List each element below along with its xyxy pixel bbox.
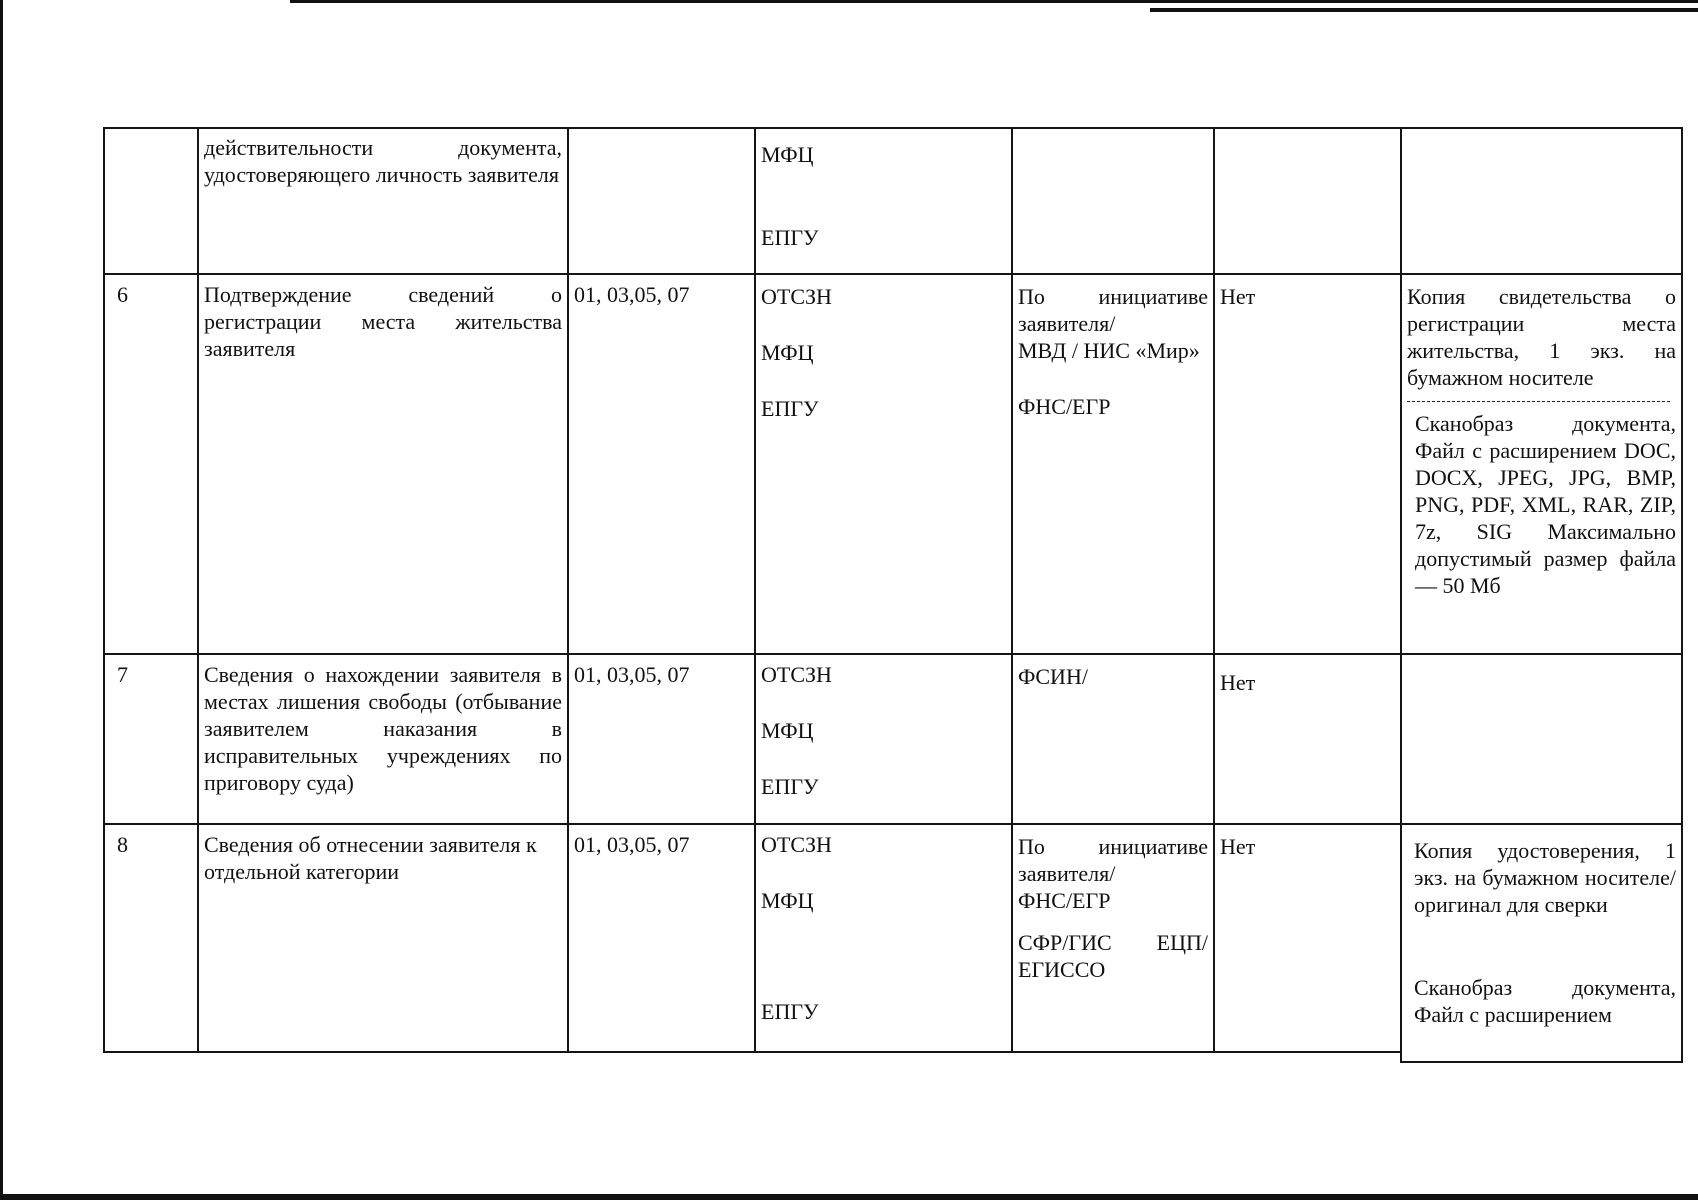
row-8-source-cell xyxy=(1011,823,1215,1053)
row-7-num-cell xyxy=(103,653,199,825)
where-item: ЕПГУ xyxy=(761,396,819,421)
source-item: По инициативе заявителя/ xyxy=(1018,834,1208,886)
row-continuation-num-cell xyxy=(103,127,199,275)
document-name: Сведения об отнесении заявителя к отдельной категории xyxy=(204,832,537,884)
source-item: ФНС/ЕГР xyxy=(1018,888,1111,913)
row-8-status-cell xyxy=(1213,823,1402,1053)
where-item: МФЦ xyxy=(761,718,814,743)
row-7-status-cell xyxy=(1213,653,1402,825)
document-codes: 01, 03,05, 07 xyxy=(574,662,690,687)
status-text: Нет xyxy=(1220,670,1256,695)
form-item: Сканобраз документа, Файл с расширением DOC, DOCX, JPEG, JPG, BMP, PNG, PDF, XML, RAR, ZIP, 7z, SIG Максимально допустимый размер файла — 50 Мб xyxy=(1415,411,1676,598)
document-codes: 01, 03,05, 07 xyxy=(574,832,690,857)
source-item: ФНС/ЕГР xyxy=(1018,394,1111,419)
row-continuation-name-cell xyxy=(197,127,569,275)
row-continuation-where-cell xyxy=(754,127,1013,275)
row-6-status-cell xyxy=(1213,273,1402,655)
row-continuation-source-cell xyxy=(1011,127,1215,275)
row-6-name-cell xyxy=(197,273,569,655)
row-7-codes-cell xyxy=(567,653,756,825)
form-item: Копия свидетельства о регистрации места жительства, 1 экз. на бумажном носителе xyxy=(1407,284,1676,390)
status-text: Нет xyxy=(1220,834,1256,859)
row-continuation-codes-cell xyxy=(567,127,756,275)
row-6-num-cell xyxy=(103,273,199,655)
document-codes: 01, 03,05, 07 xyxy=(574,282,690,307)
where-item: ОТСЗН xyxy=(761,832,832,857)
where-item: МФЦ xyxy=(761,888,814,913)
row-number: 6 xyxy=(117,282,128,307)
scan-edge-top-right xyxy=(1150,8,1698,12)
row-7-name-cell xyxy=(197,653,569,825)
dashed-divider xyxy=(1407,401,1670,402)
source-item: МВД / НИС «Мир» xyxy=(1018,338,1200,363)
source-item: ФСИН/ xyxy=(1018,664,1088,689)
row-7-where-cell xyxy=(754,653,1013,825)
row-6-source-cell xyxy=(1011,273,1215,655)
row-8-num-cell xyxy=(103,823,199,1053)
document-table xyxy=(93,127,1683,1092)
scan-edge-left xyxy=(0,0,3,1200)
row-8-where-cell xyxy=(754,823,1013,1053)
row-7-form-cell xyxy=(1400,653,1683,825)
row-8-codes-cell xyxy=(567,823,756,1053)
row-number: 7 xyxy=(117,662,128,687)
row-number: 8 xyxy=(117,832,128,857)
row-8-name-cell xyxy=(197,823,569,1053)
where-item: МФЦ xyxy=(761,340,814,365)
row-8-form-cell xyxy=(1400,823,1683,1063)
where-item: ЕПГУ xyxy=(761,774,819,799)
where-item: ЕПГУ xyxy=(761,225,819,250)
row-7-source-cell xyxy=(1011,653,1215,825)
where-item: ОТСЗН xyxy=(761,662,832,687)
scan-edge-bottom xyxy=(0,1194,1698,1200)
form-item: Копия удостоверения, 1 экз. на бумажном носителе/оригинал для сверки xyxy=(1414,838,1676,917)
where-item: ОТСЗН xyxy=(761,284,832,309)
document-name: Сведения о нахождении заявителя в местах лишения свободы (отбывание заявителем наказания в исправительных учреждениях по приговору суда) xyxy=(204,662,562,795)
source-item: СФР/ГИС ЕЦП/ЕГИССО xyxy=(1018,930,1208,982)
row-continuation-status-cell xyxy=(1213,127,1402,275)
where-item: ЕПГУ xyxy=(761,999,819,1024)
row-6-form-cell xyxy=(1400,273,1683,655)
scan-edge-top xyxy=(290,0,1698,3)
row-6-codes-cell xyxy=(567,273,756,655)
where-item: МФЦ xyxy=(761,142,814,167)
source-item: По инициативе заявителя/ xyxy=(1018,284,1208,336)
document-name: действительности документа, удостоверяющего личность заявителя xyxy=(204,135,562,187)
row-6-where-cell xyxy=(754,273,1013,655)
form-item: Сканобраз документа, Файл с расширением xyxy=(1414,975,1676,1027)
document-name: Подтверждение сведений о регистрации места жительства заявителя xyxy=(204,282,562,361)
row-continuation-form-cell xyxy=(1400,127,1683,275)
status-text: Нет xyxy=(1220,284,1256,309)
